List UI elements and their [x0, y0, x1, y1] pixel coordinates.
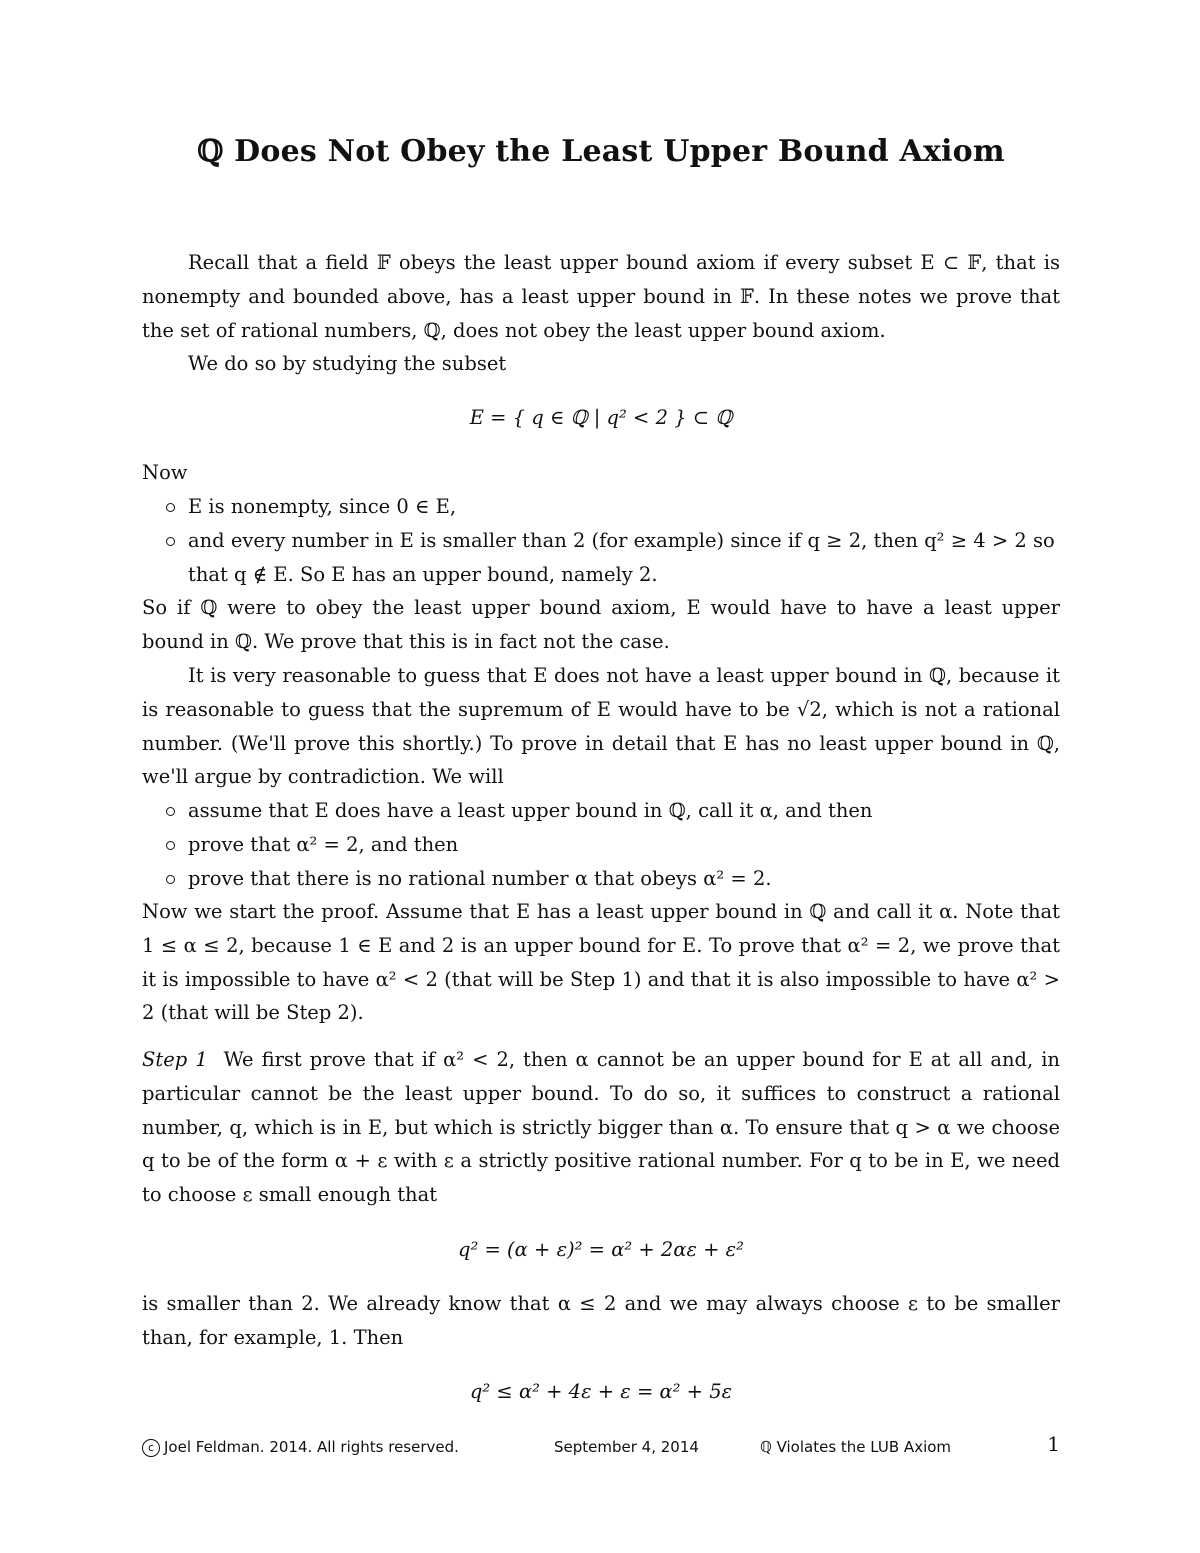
inequality-equation: q² ≤ α² + 4ε + ε = α² + 5ε	[469, 1380, 733, 1403]
page-title: ℚ Does Not Obey the Least Upper Bound Axiom	[197, 134, 1005, 169]
consequence-paragraph: So if ℚ were to obey the least upper bound axiom, E would have to have a least upper bound in ℚ. We prove that this is in fact not the case.	[142, 596, 1060, 653]
bound-paragraph: is smaller than 2. We already know that α ≤ 2 and we may always choose ε to be smaller than, for example, 1. Then	[142, 1292, 1060, 1349]
guess-paragraph: It is very reasonable to guess that E does not have a least upper bound in ℚ, because it is reasonable to guess that the supremum of E would have to be √2, which is not a rational number. (We'll prove this shortly.) To prove in detail that E has no least upper bound in ℚ, we'll argue by contradiction. We will	[142, 664, 1060, 789]
subset-intro-line: We do so by studying the subset	[188, 352, 507, 375]
page-number: 1	[1047, 1432, 1060, 1456]
now-label: Now	[142, 461, 188, 484]
subset-equation: E = { q ∈ ℚ | q² < 2 } ⊂ ℚ	[469, 406, 733, 429]
footer-date: September 4, 2014	[554, 1438, 699, 1456]
proof-plan-list	[142, 794, 1060, 895]
step1-text: We first prove that if α² < 2, then α cannot be an upper bound for E at all and, in particular cannot be the least upper bound. To do so, it suffices to construct a rational number, q, which is in E, but which is strictly bigger than α. To ensure that q > α we choose q to be of the form α + ε with ε a strictly positive rational number. For q to be in E, we need to choose ε small enough that	[142, 1048, 1060, 1207]
page-footer	[142, 1432, 1060, 1466]
expansion-equation: q² = (α + ε)² = α² + 2αε + ε²	[458, 1238, 744, 1261]
list-item: assume that E does have a least upper bound in ℚ, call it α, and then	[142, 794, 1060, 828]
copyright-icon: c	[142, 1439, 160, 1457]
list-item: E is nonempty, since 0 ∈ E,	[142, 490, 1060, 524]
list-item: and every number in E is smaller than 2 (for example) since if q ≥ 2, then q² ≥ 4 > 2 so that q ∉ E. So E has an upper bound, namely 2.	[142, 524, 1060, 592]
list-item: prove that α² = 2, and then	[142, 828, 1060, 862]
running-title: ℚ Violates the LUB Axiom	[760, 1438, 952, 1456]
list-item: prove that there is no rational number α that obeys α² = 2.	[142, 862, 1060, 896]
step1-label: Step 1	[142, 1048, 208, 1071]
copyright-text: Joel Feldman. 2014. All rights reserved.	[164, 1438, 459, 1456]
intro-paragraph: Recall that a field 𝔽 obeys the least upper bound axiom if every subset E ⊂ 𝔽, that is nonempty and bounded above, has a least upper bound in 𝔽. In these notes we prove that the set of rational numbers, ℚ, does not obey the least upper bound axiom.	[142, 251, 1060, 342]
proof-start-paragraph: Now we start the proof. Assume that E has a least upper bound in ℚ and call it α. Note that 1 ≤ α ≤ 2, because 1 ∈ E and 2 is an upper bound for E. To prove that α² = 2, we prove that it is impossible to have α² < 2 (that will be Step 1) and that it is also impossible to have α² > 2 (that will be Step 2).	[142, 900, 1060, 1025]
copyright-notice	[142, 1438, 459, 1457]
step1-paragraph	[142, 1043, 1060, 1212]
property-list	[142, 490, 1060, 591]
